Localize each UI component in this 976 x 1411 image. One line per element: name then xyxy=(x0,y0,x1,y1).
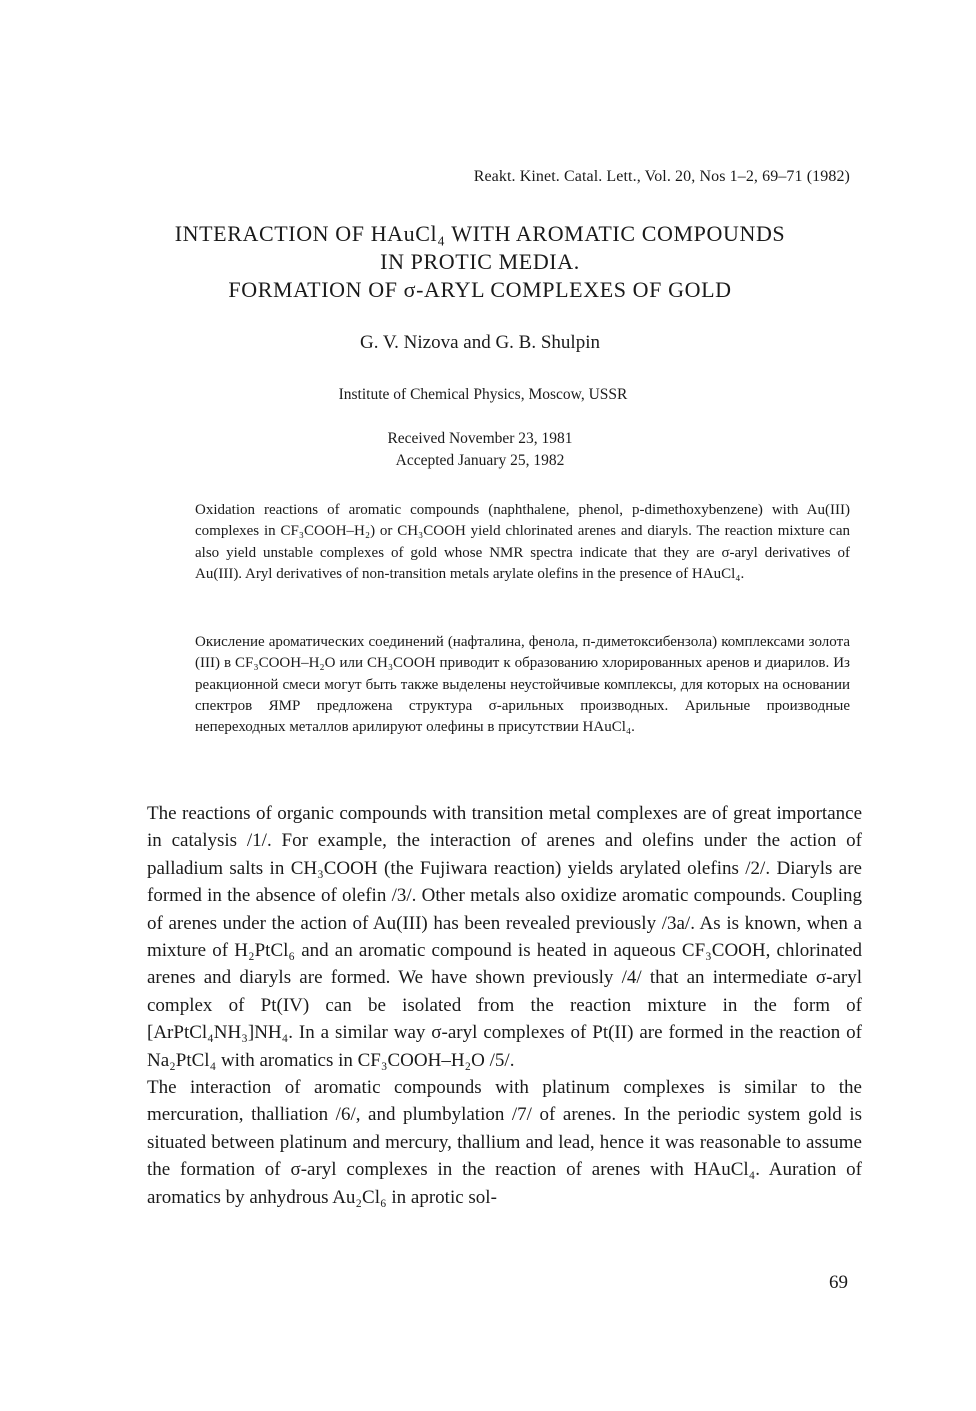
journal-citation: Reakt. Kinet. Catal. Lett., Vol. 20, Nos 1–2, 69–71 (1982) xyxy=(473,168,850,185)
dates xyxy=(0,428,960,472)
body-paragraph-2: The interaction of aromatic compounds with platinum complexes is similar to the mercuration, thalliation /6/, and plumbylation /7/ of arenes. In the periodic system gold is situated between platinum and mercury, thallium and lead, hence it was reasonable to assume the formation of σ-aryl complexes in the reaction of arenes with HAuCl₄. Auration of aromatics by anhydrous Au₂Cl₆ in aprotic sol- xyxy=(147,1077,862,1208)
accepted-date: Accepted January 25, 1982 xyxy=(395,452,565,469)
abstract-russian xyxy=(195,632,850,738)
paper-title xyxy=(120,220,840,304)
abstract-english xyxy=(195,500,850,585)
body-text xyxy=(147,800,862,1211)
body-paragraph-1: The reactions of organic compounds with transition metal complexes are of great importance in catalysis /1/. For example, the interaction of arenes and olefins under the action of palladium salts in CH₃COOH (the Fujiwara reaction) yields arylated olefins /2/. Diaryls are formed in the absence of olefin /3/. Other metals also oxidize aromatic compounds. Coupling of arenes under the action of Au(III) has been revealed previously /3a/. As is known, when a mixture of H₂PtCl₆ and an aromatic compound is heated in aqueous CF₃COOH, chlorinated arenes and diaryls are formed. We have shown previously /4/ that an intermediate σ-aryl complex of Pt(IV) can be isolated from the reaction mixture in the form of [ArPtCl₄NH₃]NH₄. In a similar way σ-aryl complexes of Pt(II) are formed in the reaction of Na₂PtCl₄ with aromatics in CF₃COOH–H₂O /5/. xyxy=(147,803,862,1071)
title-line-3: FORMATION OF σ-ARYL COMPLEXES OF GOLD xyxy=(228,277,732,302)
abstract-english-text: Oxidation reactions of aromatic compounds (naphthalene, phenol, p-dimethoxybenzene) with Au(III) complexes in CF₃COOH–H₂) or CH₃COOH yield chlorinated arenes and diaryls. The reaction mixture can also yield unstable complexes of gold whose NMR spectra indicate that they are σ-aryl derivatives of Au(III). Aryl derivatives of non-transition metals arylate olefins in the presence of HAuCl₄. xyxy=(195,502,850,582)
title-line-1: INTERACTION OF HAuCl₄ WITH AROMATIC COMPOUNDS xyxy=(174,221,786,246)
authors: G. V. Nizova and G. B. Shulpin xyxy=(360,332,600,353)
abstract-russian-text: Окисление ароматических соединений (нафталина, фенола, п-диметоксибензола) комплексами золота (III) в CF₃COOH–H₂O или CH₃COOH приводит к образованию хлорированных аренов и диарилов. Из реакционной смеси могут быть также выделены неустойчивые комплексы, для которых на основании спектров ЯМР предложена структура σ-арильных производных. Арильные производные непереходных металлов арилируют олефины в присутствии HAuCl₄. xyxy=(195,634,850,736)
received-date: Received November 23, 1981 xyxy=(387,430,573,447)
page-number: 69 xyxy=(829,1272,848,1293)
title-line-2: IN PROTIC MEDIA. xyxy=(380,249,580,274)
affiliation: Institute of Chemical Physics, Moscow, USSR xyxy=(338,386,628,403)
